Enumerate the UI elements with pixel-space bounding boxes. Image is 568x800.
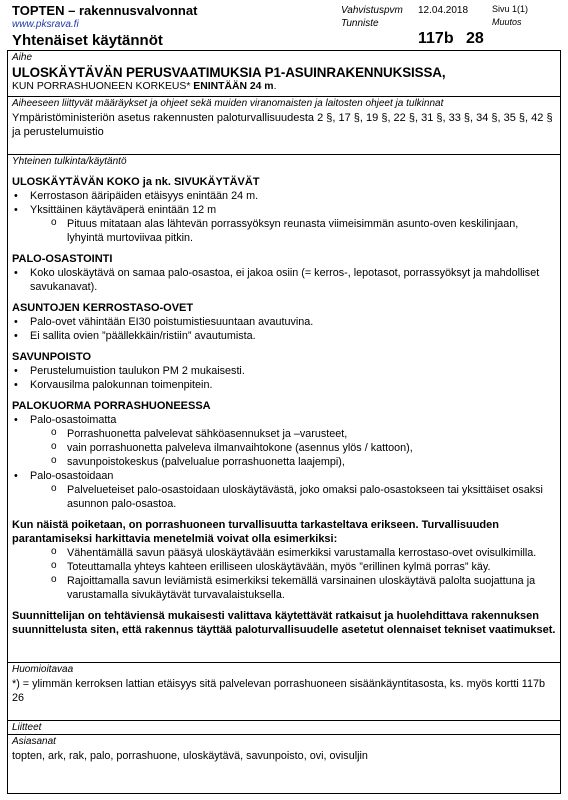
list-palokuorma — [12, 413, 556, 511]
notes-label: Huomioitavaa — [12, 664, 74, 675]
list-item: • Palo-ovet vähintään EI30 poistumistiesuuntaan avautuvina. — [12, 315, 556, 329]
subtitle-prefix: KUN PORRASHUONEEN KORKEUS* — [12, 81, 194, 92]
list-savunpoisto — [12, 364, 556, 392]
sub-list-item: o vain porrashuonetta palveleva ilmanvaihtokone (asennus ylös / kattoon), — [12, 441, 556, 455]
revision-number: 28 — [466, 30, 484, 47]
list-exception-methods — [12, 546, 556, 602]
subject-label: Aihe — [12, 52, 33, 63]
document-title: Yhtenäiset käytännöt — [12, 32, 163, 49]
references-text: Ympäristöministeriön asetus rakennusten paloturvallisuudesta 2 §, 17 §, 19 §, 22 §, 31 §, 33 §, 34 §, 35 §, 42 § ja perustelumuistio — [12, 112, 553, 138]
subject-title: ULOSKÄYTÄVÄN PERUSVAATIMUKSIA P1-ASUINRAKENNUKSISSA, — [12, 65, 446, 80]
keywords-text: topten, ark, rak, palo, porrashuone, uloskäytävä, savunpoisto, ovi, ovisuljin — [12, 750, 368, 762]
subtitle-suffix: . — [273, 81, 277, 92]
document-frame — [7, 50, 561, 794]
list-kerrostaso-ovet — [12, 315, 556, 343]
list-item: • Ei sallita ovien ”päällekkäin/ristiin” avautumista. — [12, 329, 556, 343]
notes-section — [8, 663, 560, 721]
list-item: • Palo-osastoimatta — [12, 413, 556, 427]
sub-list-item: o Toteuttamalla yhteys kahteen erilliseen uloskäytävään, myös ”erillinen kylmä porras” käy. — [12, 560, 556, 574]
attachments-label: Liitteet — [12, 722, 42, 733]
document-header — [0, 0, 568, 50]
heading-palokuorma: PALOKUORMA PORRASHUONEESSA — [12, 400, 211, 412]
sub-list-item: o Palvelueteiset palo-osastoidaan uloskäytävästä, joko omaksi palo-osastokseen tai yksittäiset osaksi asunnon palo-osastoa. — [12, 483, 556, 511]
heading-palo-osastointi: PALO-OSASTOINTI — [12, 253, 113, 265]
exception-paragraph: Kun näistä poiketaan, on porrashuoneen turvallisuutta tarkasteltava erikseen. Turvallisuuden parantamiseksi harkittavia menetelmiä voivat olla esimerkiksi: — [12, 519, 499, 545]
heading-kerrostaso-ovet: ASUNTOJEN KERROSTASO-OVET — [12, 302, 194, 314]
list-palo-osastointi — [12, 266, 556, 294]
sub-list-item: o savunpoistokeskus (palvelualue porrashuonetta laajempi), — [12, 455, 556, 469]
interpretation-label: Yhteinen tulkinta/käytäntö — [12, 156, 127, 167]
subject-subtitle — [12, 80, 556, 93]
sub-list-item: o Rajoittamalla savun leviämistä esimerkiksi tekemällä varsinainen uloskäytävä palolta suojattuna ja varustamalla sivukäytävät turvavalaistuksella. — [12, 574, 556, 602]
list-item: • Korvausilma palokunnan toimenpitein. — [12, 378, 556, 392]
vahvistuspvm-label: Vahvistuspvm — [341, 5, 403, 16]
list-item: • Perustelumuistion taulukon PM 2 mukaisesti. — [12, 364, 556, 378]
references-section — [8, 97, 560, 155]
keywords-section — [8, 735, 560, 793]
list-item: • Palo-osastoidaan — [12, 469, 556, 483]
card-number: 117b — [418, 30, 454, 47]
references-label: Aiheeseen liittyvät määräykset ja ohjeet sekä muiden viranomaisten ja laitosten ohjeet ja tulkinnat — [12, 98, 444, 109]
sub-list-item: o Vähentämällä savun pääsyä uloskäytävään esimerkiksi varustamalla kerrostaso-ovet ovisulkimilla. — [12, 546, 556, 560]
muutos-label: Muutos — [492, 17, 522, 27]
notes-text: *) = ylimmän kerroksen lattian etäisyys sitä palvelevan porrashuoneen sisäänkäyntitasosta, ks. myös kortti 117b 26 — [12, 678, 546, 704]
interpretation-section — [8, 155, 560, 663]
page-indicator: Sivu 1(1) — [492, 4, 529, 14]
list-item: • Yksittäinen käytäväperä enintään 12 m — [12, 203, 556, 217]
attachments-section — [8, 721, 560, 735]
vahvistuspvm-value: 12.04.2018 — [418, 5, 469, 16]
keywords-label: Asiasanat — [12, 736, 56, 747]
sub-list-item: o Pituus mitataan alas lähtevän porrassyöksyn reunasta viimeisimmän asunto-oven keskilinjaan, lyhyintä murtoviivaa pitkin. — [12, 217, 556, 245]
heading-uloskaytava-koko: ULOSKÄYTÄVÄN KOKO ja nk. SIVUKÄYTÄVÄT — [12, 176, 260, 188]
list-item: • Koko uloskäytävä on samaa palo-osastoa, ei jakoa osiin (= kerros-, lepotasot, porrassyöksyt ja mahdolliset savukanavat). — [12, 266, 556, 294]
list-item: • Kerrostason ääripäiden etäisyys enintään 24 m. — [12, 189, 556, 203]
heading-savunpoisto: SAVUNPOISTO — [12, 351, 92, 363]
subject-section — [8, 51, 560, 97]
subtitle-bold: ENINTÄÄN 24 m — [193, 81, 274, 92]
closing-paragraph: Suunnittelijan on tehtäviensä mukaisesti valittava käytettävät ratkaisut ja huolehdittava rakennuksen suunnittelusta siten, että rakennus täyttää paloturvallisuudelle asetetut olennaiset tekniset vaatimukset. — [12, 610, 556, 636]
list-uloskaytava-koko — [12, 189, 556, 245]
sub-list-item: o Porrashuonetta palvelevat sähköasennukset ja –varusteet, — [12, 427, 556, 441]
org-name: TOPTEN – rakennusvalvonnat — [12, 3, 198, 18]
tunniste-label: Tunniste — [341, 18, 379, 29]
website-link[interactable]: www.pksrava.fi — [12, 19, 79, 30]
